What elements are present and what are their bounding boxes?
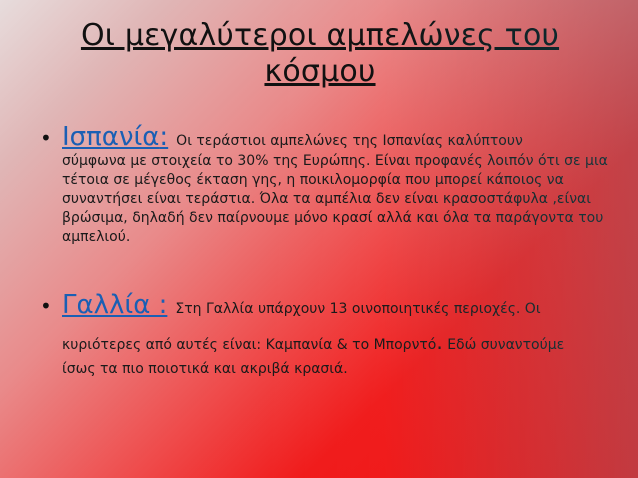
- bullet-text-first-line: Στη Γαλλία υπάρχουν 13 οινοποιητικές περιοχές. Οι: [175, 301, 541, 317]
- bullet-france: [40, 290, 600, 420]
- bullet-text-first-line: Οι τεράστιοι αμπελώνες της Ισπανίας καλύπτουν: [176, 133, 523, 149]
- bullet-dot: •: [40, 126, 52, 150]
- bullet-line-2: [62, 332, 614, 355]
- bullet-line-3: ίσως τα πιο ποιοτικά και ακριβά κρασιά.: [62, 361, 348, 377]
- bullet-heading: Γαλλία :: [62, 290, 168, 320]
- bullet-line-2-dot: .: [436, 330, 443, 354]
- bullet-spain: [40, 122, 608, 262]
- bullet-heading: [62, 122, 168, 152]
- bullet-content: [62, 122, 614, 247]
- bullet-line-2-part-2: Εδώ συναντούμε: [442, 337, 565, 353]
- bullet-heading-suffix: :: [159, 122, 169, 152]
- bullet-line-2-part-1: κυριότερες από αυτές είναι: Καμπανία & το Μπορντό: [62, 337, 437, 353]
- bullet-first-line: [62, 290, 614, 324]
- bullet-paragraph: σύμφωνα με στοιχεία το 30% της Ευρώπης. Είναι προφανές λοιπόν ότι σε μια τέτοια σε μέγεθος έκταση γης, η ποικιλομορφία που μπορεί κάποιος να συναντήσει είναι τεράστια. Όλα τα αμπέλια δεν είναι κρασοστάφυλα ,είναι βρώσιμα, δηλαδή δεν παίρνουμε μόνο κρασί αλλά και όλα τα παράγοντα του αμπελιού.: [62, 153, 608, 245]
- bullet-heading-text: Ισπανία: [62, 122, 160, 152]
- slide-title-line-2: κόσμου: [264, 54, 376, 89]
- bullet-dot: •: [40, 294, 52, 318]
- slide-title-line-1: Οι μεγαλύτεροι αμπελώνες του: [80, 18, 560, 53]
- bullet-first-line: [62, 122, 614, 152]
- bullet-content: [62, 290, 614, 379]
- slide-title: [60, 18, 580, 90]
